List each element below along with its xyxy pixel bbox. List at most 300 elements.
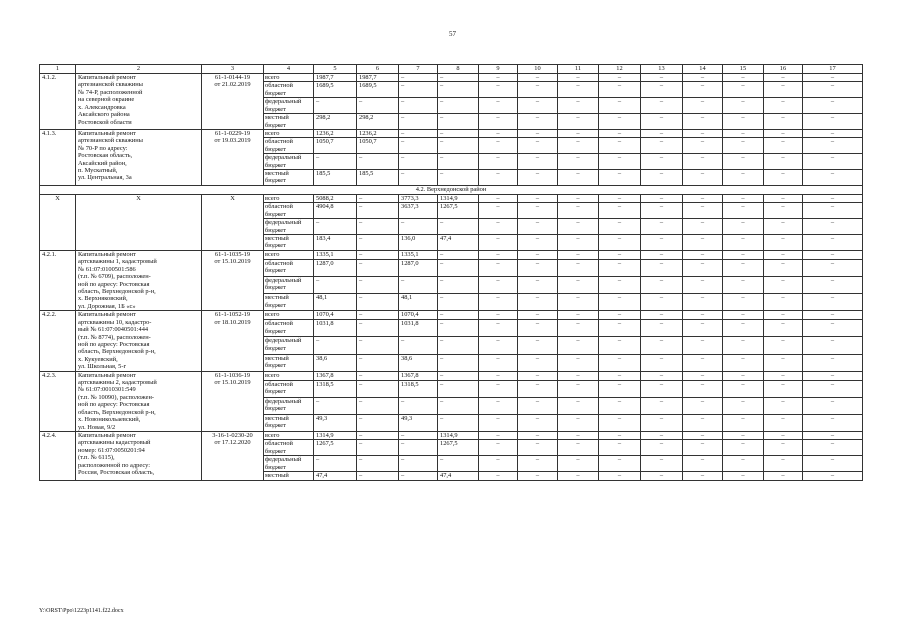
dash-cell: – bbox=[803, 472, 863, 480]
dash-cell: – bbox=[723, 277, 764, 294]
funding-source-label: областной бюджет bbox=[264, 259, 314, 276]
dash-cell: – bbox=[803, 337, 863, 354]
dash-cell: – bbox=[723, 472, 764, 480]
value-cell: – bbox=[399, 440, 438, 456]
dash-cell: – bbox=[641, 259, 683, 276]
dash-cell: – bbox=[599, 138, 641, 154]
value-cell: – bbox=[357, 456, 399, 472]
file-path-footer: Y:\ORST\Ppo\1223p1141.f22.docx bbox=[39, 608, 124, 614]
value-cell: – bbox=[357, 320, 399, 337]
value-cell: – bbox=[357, 311, 399, 320]
dash-cell: – bbox=[518, 320, 558, 337]
expertise-document: 61-1-0144-19 от 21.02.2019 bbox=[202, 74, 264, 130]
dash-cell: – bbox=[479, 235, 518, 251]
value-cell: – bbox=[357, 203, 399, 219]
value-cell: 1314,9 bbox=[438, 194, 479, 202]
dash-cell: – bbox=[479, 194, 518, 202]
dash-cell: – bbox=[518, 354, 558, 371]
dash-cell: – bbox=[641, 397, 683, 414]
value-cell: 1367,8 bbox=[314, 371, 357, 380]
dash-cell: – bbox=[764, 431, 803, 439]
value-cell: – bbox=[357, 397, 399, 414]
value-cell: 1335,1 bbox=[314, 250, 357, 259]
dash-cell: – bbox=[599, 250, 641, 259]
value-cell: – bbox=[399, 98, 438, 114]
dash-cell: – bbox=[683, 456, 723, 472]
dash-cell: – bbox=[641, 114, 683, 130]
dash-cell: – bbox=[599, 354, 641, 371]
value-cell: – bbox=[357, 440, 399, 456]
column-header: 16 bbox=[764, 65, 803, 74]
value-cell: 1689,5 bbox=[357, 82, 399, 98]
dash-cell: – bbox=[599, 431, 641, 439]
value-cell: – bbox=[438, 371, 479, 380]
dash-cell: – bbox=[641, 380, 683, 397]
column-header: 17 bbox=[803, 65, 863, 74]
dash-cell: – bbox=[641, 320, 683, 337]
value-cell: – bbox=[438, 294, 479, 311]
value-cell: – bbox=[438, 219, 479, 235]
value-cell: 1267,5 bbox=[438, 203, 479, 219]
funding-source-label: областной бюджет bbox=[264, 203, 314, 219]
funding-source-label: областной бюджет bbox=[264, 380, 314, 397]
dash-cell: – bbox=[518, 129, 558, 137]
value-cell: – bbox=[357, 194, 399, 202]
value-cell: 1335,1 bbox=[399, 250, 438, 259]
dash-cell: – bbox=[641, 440, 683, 456]
value-cell: 1267,5 bbox=[314, 440, 357, 456]
dash-cell: – bbox=[599, 337, 641, 354]
value-cell: 1031,8 bbox=[314, 320, 357, 337]
value-cell: 1050,7 bbox=[357, 138, 399, 154]
dash-cell: – bbox=[518, 235, 558, 251]
dash-cell: – bbox=[683, 440, 723, 456]
dash-cell: – bbox=[803, 414, 863, 431]
dash-cell: – bbox=[479, 170, 518, 186]
value-cell: 1367,8 bbox=[399, 371, 438, 380]
dash-cell: – bbox=[803, 138, 863, 154]
value-cell: – bbox=[399, 456, 438, 472]
dash-cell: – bbox=[723, 414, 764, 431]
dash-cell: – bbox=[558, 114, 599, 130]
dash-cell: – bbox=[641, 129, 683, 137]
value-cell: 185,5 bbox=[357, 170, 399, 186]
value-cell: – bbox=[438, 354, 479, 371]
value-cell: – bbox=[357, 219, 399, 235]
dash-cell: – bbox=[803, 203, 863, 219]
funding-source-label: федеральный бюджет bbox=[264, 219, 314, 235]
expertise-document: 61-1-1052-19 от 18.10.2019 bbox=[202, 311, 264, 371]
value-cell: 1318,5 bbox=[314, 380, 357, 397]
funding-source-label: федеральный бюджет bbox=[264, 456, 314, 472]
dash-cell: – bbox=[558, 129, 599, 137]
dash-cell: – bbox=[518, 277, 558, 294]
dash-cell: – bbox=[723, 170, 764, 186]
value-cell: – bbox=[438, 414, 479, 431]
expertise-document: 3-16-1-0230-20 от 17.12.2020 bbox=[202, 431, 264, 480]
funding-source-label: областной бюджет bbox=[264, 138, 314, 154]
value-cell: – bbox=[438, 98, 479, 114]
dash-cell: – bbox=[558, 74, 599, 82]
dash-cell: – bbox=[641, 414, 683, 431]
dash-cell: – bbox=[764, 154, 803, 170]
dash-cell: – bbox=[764, 337, 803, 354]
dash-cell: – bbox=[558, 203, 599, 219]
dash-cell: – bbox=[558, 472, 599, 480]
dash-cell: – bbox=[558, 311, 599, 320]
dash-cell: – bbox=[479, 259, 518, 276]
dash-cell: – bbox=[803, 82, 863, 98]
page-number: 57 bbox=[449, 30, 456, 38]
dash-cell: – bbox=[723, 114, 764, 130]
dash-cell: – bbox=[479, 219, 518, 235]
value-cell: – bbox=[314, 337, 357, 354]
dash-cell: – bbox=[518, 98, 558, 114]
dash-cell: – bbox=[479, 98, 518, 114]
value-cell: – bbox=[357, 414, 399, 431]
dash-cell: – bbox=[641, 154, 683, 170]
dash-cell: – bbox=[764, 194, 803, 202]
dash-cell: – bbox=[599, 380, 641, 397]
dash-cell: – bbox=[803, 440, 863, 456]
dash-cell: – bbox=[683, 294, 723, 311]
dash-cell: – bbox=[518, 456, 558, 472]
dash-cell: – bbox=[764, 138, 803, 154]
value-cell: – bbox=[438, 397, 479, 414]
dash-cell: – bbox=[599, 414, 641, 431]
dash-cell: – bbox=[641, 170, 683, 186]
funding-source-label: местный бюджет bbox=[264, 235, 314, 251]
dash-cell: – bbox=[803, 371, 863, 380]
item-number: 4.2.1. bbox=[40, 250, 76, 310]
value-cell: – bbox=[438, 74, 479, 82]
table-row bbox=[40, 250, 863, 259]
dash-cell: – bbox=[803, 431, 863, 439]
dash-cell: – bbox=[518, 311, 558, 320]
dash-cell: – bbox=[599, 235, 641, 251]
dash-cell: – bbox=[558, 337, 599, 354]
funding-source-label: всего bbox=[264, 311, 314, 320]
value-cell: – bbox=[438, 259, 479, 276]
dash-cell: – bbox=[641, 337, 683, 354]
dash-cell: – bbox=[683, 74, 723, 82]
dash-cell: – bbox=[764, 311, 803, 320]
dash-cell: – bbox=[558, 354, 599, 371]
dash-cell: – bbox=[558, 294, 599, 311]
dash-cell: – bbox=[723, 397, 764, 414]
dash-cell: – bbox=[764, 235, 803, 251]
dash-cell: – bbox=[803, 235, 863, 251]
dash-cell: – bbox=[518, 250, 558, 259]
item-number: 4.1.3. bbox=[40, 129, 76, 185]
dash-cell: – bbox=[479, 380, 518, 397]
dash-cell: – bbox=[764, 98, 803, 114]
value-cell: – bbox=[438, 320, 479, 337]
dash-cell: – bbox=[764, 203, 803, 219]
dash-cell: – bbox=[641, 250, 683, 259]
value-cell: 1287,0 bbox=[314, 259, 357, 276]
dash-cell: – bbox=[479, 154, 518, 170]
dash-cell: – bbox=[599, 277, 641, 294]
column-header: 6 bbox=[357, 65, 399, 74]
dash-cell: – bbox=[641, 294, 683, 311]
dash-cell: – bbox=[641, 194, 683, 202]
value-cell: – bbox=[314, 219, 357, 235]
value-cell: – bbox=[438, 380, 479, 397]
dash-cell: – bbox=[641, 472, 683, 480]
dash-cell: – bbox=[723, 138, 764, 154]
dash-cell: – bbox=[641, 82, 683, 98]
item-number: 4.1.2. bbox=[40, 74, 76, 130]
value-cell: 47,4 bbox=[438, 472, 479, 480]
dash-cell: – bbox=[518, 138, 558, 154]
dash-cell: – bbox=[803, 311, 863, 320]
dash-cell: – bbox=[479, 203, 518, 219]
value-cell: – bbox=[357, 154, 399, 170]
table-body bbox=[40, 65, 863, 481]
value-cell: 183,4 bbox=[314, 235, 357, 251]
value-cell: – bbox=[399, 170, 438, 186]
expertise-document: 61-1-0229-19 от 19.03.2019 bbox=[202, 129, 264, 185]
dash-cell: – bbox=[479, 472, 518, 480]
dash-cell: – bbox=[558, 397, 599, 414]
funding-source-label: федеральный бюджет bbox=[264, 397, 314, 414]
dash-cell: – bbox=[479, 114, 518, 130]
dash-cell: – bbox=[683, 320, 723, 337]
value-cell: 1314,9 bbox=[314, 431, 357, 439]
value-cell: – bbox=[438, 129, 479, 137]
dash-cell: – bbox=[683, 397, 723, 414]
value-cell: – bbox=[357, 380, 399, 397]
value-cell: – bbox=[399, 219, 438, 235]
dash-cell: – bbox=[518, 154, 558, 170]
dash-cell: – bbox=[599, 371, 641, 380]
dash-cell: – bbox=[683, 371, 723, 380]
value-cell: – bbox=[399, 431, 438, 439]
dash-cell: – bbox=[518, 294, 558, 311]
column-header: 1 bbox=[40, 65, 76, 74]
dash-cell: – bbox=[518, 472, 558, 480]
dash-cell: – bbox=[558, 219, 599, 235]
item-number: 4.2.3. bbox=[40, 371, 76, 431]
funding-source-label: федеральный бюджет bbox=[264, 277, 314, 294]
dash-cell: – bbox=[683, 129, 723, 137]
funding-source-label: областной бюджет bbox=[264, 440, 314, 456]
table-row bbox=[40, 129, 863, 137]
value-cell: – bbox=[399, 114, 438, 130]
dash-cell: – bbox=[723, 219, 764, 235]
dash-cell: – bbox=[641, 354, 683, 371]
item-number: 4.2.2. bbox=[40, 311, 76, 371]
value-cell: – bbox=[357, 472, 399, 480]
dash-cell: – bbox=[683, 431, 723, 439]
value-cell: 47,4 bbox=[314, 472, 357, 480]
value-cell: 3637,3 bbox=[399, 203, 438, 219]
dash-cell: – bbox=[558, 431, 599, 439]
value-cell: – bbox=[438, 154, 479, 170]
dash-cell: – bbox=[683, 98, 723, 114]
dash-cell: – bbox=[803, 250, 863, 259]
dash-cell: – bbox=[599, 311, 641, 320]
dash-cell: – bbox=[518, 431, 558, 439]
value-cell: 1031,8 bbox=[399, 320, 438, 337]
value-cell: 47,4 bbox=[438, 235, 479, 251]
dash-cell: – bbox=[683, 250, 723, 259]
column-header: 13 bbox=[641, 65, 683, 74]
dash-cell: – bbox=[518, 371, 558, 380]
value-cell: 4904,8 bbox=[314, 203, 357, 219]
dash-cell: – bbox=[479, 82, 518, 98]
dash-cell: – bbox=[599, 82, 641, 98]
expertise-document: Х bbox=[202, 194, 264, 250]
dash-cell: – bbox=[683, 380, 723, 397]
dash-cell: – bbox=[803, 259, 863, 276]
value-cell: 1050,7 bbox=[314, 138, 357, 154]
dash-cell: – bbox=[599, 170, 641, 186]
value-cell: – bbox=[357, 371, 399, 380]
column-header: 3 bbox=[202, 65, 264, 74]
item-description: Капитальный ремонт артезианской скважины № 70-Р по адресу: Ростовская область, Аксайский район, п. Мускатный, ул. Центральная, 3а bbox=[76, 129, 202, 185]
dash-cell: – bbox=[803, 277, 863, 294]
dash-cell: – bbox=[599, 154, 641, 170]
funding-source-label: всего bbox=[264, 194, 314, 202]
dash-cell: – bbox=[764, 472, 803, 480]
dash-cell: – bbox=[803, 114, 863, 130]
dash-cell: – bbox=[599, 74, 641, 82]
table-row bbox=[40, 371, 863, 380]
value-cell: – bbox=[438, 311, 479, 320]
value-cell: – bbox=[357, 250, 399, 259]
dash-cell: – bbox=[599, 114, 641, 130]
item-description: Капитальный ремонт артскважины 10, кадастро- вый № 61:07:0040501:444 (т.п. № 8774), расположен- ной по адресу: Ростовская область, Верхнедонской р-н, х. Кукуевский, ул. Школьная, 5-г bbox=[76, 311, 202, 371]
value-cell: 1287,0 bbox=[399, 259, 438, 276]
dash-cell: – bbox=[723, 129, 764, 137]
table-row bbox=[40, 194, 863, 202]
dash-cell: – bbox=[518, 380, 558, 397]
dash-cell: – bbox=[683, 277, 723, 294]
column-header: 4 bbox=[264, 65, 314, 74]
value-cell: 1987,7 bbox=[314, 74, 357, 82]
dash-cell: – bbox=[764, 320, 803, 337]
column-header-row bbox=[40, 65, 863, 74]
dash-cell: – bbox=[558, 320, 599, 337]
item-number: Х bbox=[40, 194, 76, 250]
dash-cell: – bbox=[518, 82, 558, 98]
dash-cell: – bbox=[764, 354, 803, 371]
dash-cell: – bbox=[479, 294, 518, 311]
value-cell: – bbox=[399, 277, 438, 294]
value-cell: 49,3 bbox=[399, 414, 438, 431]
dash-cell: – bbox=[723, 250, 764, 259]
dash-cell: – bbox=[723, 82, 764, 98]
dash-cell: – bbox=[518, 219, 558, 235]
value-cell: 298,2 bbox=[314, 114, 357, 130]
dash-cell: – bbox=[479, 354, 518, 371]
dash-cell: – bbox=[723, 354, 764, 371]
dash-cell: – bbox=[683, 154, 723, 170]
value-cell: – bbox=[399, 138, 438, 154]
value-cell: – bbox=[357, 235, 399, 251]
value-cell: – bbox=[314, 277, 357, 294]
dash-cell: – bbox=[723, 194, 764, 202]
dash-cell: – bbox=[683, 354, 723, 371]
funding-source-label: всего bbox=[264, 371, 314, 380]
funding-source-label: местный бюджет bbox=[264, 114, 314, 130]
value-cell: – bbox=[314, 98, 357, 114]
dash-cell: – bbox=[683, 235, 723, 251]
dash-cell: – bbox=[803, 194, 863, 202]
dash-cell: – bbox=[479, 250, 518, 259]
column-header: 7 bbox=[399, 65, 438, 74]
value-cell: – bbox=[438, 337, 479, 354]
value-cell: 298,2 bbox=[357, 114, 399, 130]
dash-cell: – bbox=[803, 397, 863, 414]
dash-cell: – bbox=[479, 440, 518, 456]
dash-cell: – bbox=[558, 277, 599, 294]
dash-cell: – bbox=[764, 371, 803, 380]
dash-cell: – bbox=[641, 203, 683, 219]
value-cell: 5088,2 bbox=[314, 194, 357, 202]
item-number: 4.2.4. bbox=[40, 431, 76, 480]
dash-cell: – bbox=[558, 154, 599, 170]
funding-source-label: местный бюджет bbox=[264, 170, 314, 186]
dash-cell: – bbox=[641, 277, 683, 294]
value-cell: 185,5 bbox=[314, 170, 357, 186]
value-cell: – bbox=[438, 170, 479, 186]
dash-cell: – bbox=[764, 380, 803, 397]
dash-cell: – bbox=[683, 114, 723, 130]
column-header: 11 bbox=[558, 65, 599, 74]
dash-cell: – bbox=[479, 320, 518, 337]
value-cell: – bbox=[357, 98, 399, 114]
value-cell: – bbox=[399, 129, 438, 137]
value-cell: 3773,3 bbox=[399, 194, 438, 202]
dash-cell: – bbox=[518, 397, 558, 414]
value-cell: – bbox=[399, 472, 438, 480]
value-cell: – bbox=[357, 259, 399, 276]
dash-cell: – bbox=[803, 380, 863, 397]
dash-cell: – bbox=[803, 154, 863, 170]
value-cell: – bbox=[314, 397, 357, 414]
dash-cell: – bbox=[683, 203, 723, 219]
table-row bbox=[40, 74, 863, 82]
dash-cell: – bbox=[764, 440, 803, 456]
value-cell: 1314,9 bbox=[438, 431, 479, 439]
dash-cell: – bbox=[683, 170, 723, 186]
expertise-document: 61-1-1036-19 от 15.10.2019 bbox=[202, 371, 264, 431]
value-cell: 1689,5 bbox=[314, 82, 357, 98]
value-cell: – bbox=[438, 114, 479, 130]
value-cell: – bbox=[314, 154, 357, 170]
dash-cell: – bbox=[558, 380, 599, 397]
dash-cell: – bbox=[803, 129, 863, 137]
dash-cell: – bbox=[558, 371, 599, 380]
dash-cell: – bbox=[683, 414, 723, 431]
column-header: 5 bbox=[314, 65, 357, 74]
dash-cell: – bbox=[558, 82, 599, 98]
dash-cell: – bbox=[479, 311, 518, 320]
value-cell: – bbox=[357, 277, 399, 294]
dash-cell: – bbox=[723, 294, 764, 311]
dash-cell: – bbox=[683, 337, 723, 354]
dash-cell: – bbox=[558, 414, 599, 431]
dash-cell: – bbox=[518, 114, 558, 130]
column-header: 14 bbox=[683, 65, 723, 74]
section-row bbox=[40, 185, 863, 194]
value-cell: 1987,7 bbox=[357, 74, 399, 82]
dash-cell: – bbox=[723, 235, 764, 251]
dash-cell: – bbox=[479, 138, 518, 154]
